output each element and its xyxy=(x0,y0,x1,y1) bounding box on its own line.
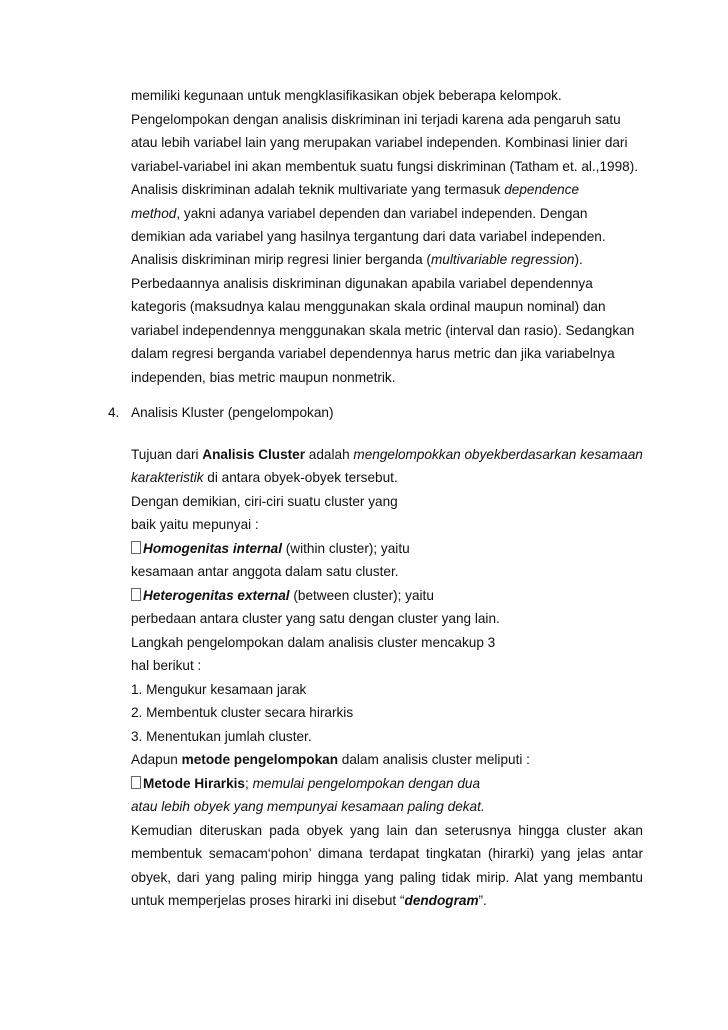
list-item: 3. Menentukan jumlah cluster. xyxy=(131,729,312,744)
text-line: Analisis diskriminan adalah teknik multivariate yang termasuk dependence xyxy=(131,182,580,197)
bullet-line: Heterogenitas external (between cluster); yaitu xyxy=(131,587,643,605)
text-line: membentuk semacam‘pohon’ dimana terdapat tingkatan (hirarki) yang jelas antar xyxy=(131,846,643,861)
bullet-line: Homogenitas internal (within cluster); yaitu xyxy=(131,540,643,558)
bullet-line: Metode Hirarkis; memulai pengelompokan dengan dua xyxy=(131,775,643,793)
text-line: Langkah pengelompokan dalam analisis cluster mencakup 3 xyxy=(131,635,496,650)
text-line: Tujuan dari Analisis Cluster adalah mengelompokkan obyekberdasarkan kesamaan xyxy=(131,447,643,462)
text-line: perbedaan antara cluster yang satu dengan cluster yang lain. xyxy=(131,611,500,626)
text-line: untuk memperjelas proses hirarki ini disebut “dendogram”. xyxy=(131,893,487,908)
text-line: memiliki kegunaan untuk mengklasifikasikan objek beberapa kelompok. xyxy=(131,88,562,103)
text-line: Adapun metode pengelompokan dalam analisis cluster meliputi : xyxy=(131,752,530,767)
text-line: karakteristik di antara obyek-obyek tersebut. xyxy=(131,470,398,485)
text-line: Pengelompokan dengan analisis diskriminan ini terjadi karena ada pengaruh satu xyxy=(131,112,621,127)
text-line: Dengan demikian, ciri-ciri suatu cluster yang xyxy=(131,494,398,509)
text-line: variabel independennya menggunakan skala metric (interval dan rasio). Sedangkan xyxy=(131,323,635,338)
text-line: kategoris (maksudnya kalau menggunakan skala ordinal maupun nominal) dan xyxy=(131,299,606,314)
list-item: 1. Mengukur kesamaan jarak xyxy=(131,682,307,697)
text-line: variabel-variabel ini akan membentuk suatu fungsi diskriminan (Tatham et. al.,1998). xyxy=(131,159,638,174)
text-line: atau lebih variabel lain yang merupakan variabel independen. Kombinasi linier dari xyxy=(131,135,628,150)
bullet-box-icon xyxy=(131,776,141,789)
section-heading: Analisis Kluster (pengelompokan) xyxy=(131,405,334,420)
text-line: Analisis diskriminan mirip regresi linier berganda (multivariable regression). xyxy=(131,252,583,267)
bullet-box-icon xyxy=(131,541,141,554)
text-line: obyek, dari yang paling mirip hingga yang paling tidak mirip. Alat yang membantu xyxy=(131,870,643,885)
text-line: dalam regresi berganda variabel dependennya harus metric dan jika variabelnya xyxy=(131,346,615,361)
text-line: hal berikut : xyxy=(131,658,202,673)
text-line: Perbedaannya analisis diskriminan digunakan apabila variabel dependennya xyxy=(131,276,593,291)
text-line: baik yaitu mepunyai : xyxy=(131,517,259,532)
text-line: independen, bias metric maupun nonmetrik. xyxy=(131,370,396,385)
text-line: Kemudian diteruskan pada obyek yang lain dan seterusnya hingga cluster akan xyxy=(131,823,643,838)
list-item: 2. Membentuk cluster secara hirarkis xyxy=(131,705,354,720)
text-line: atau lebih obyek yang mempunyai kesamaan paling dekat. xyxy=(131,799,485,814)
text-line: method, yakni adanya variabel dependen dan variabel independen. Dengan xyxy=(131,206,588,221)
bullet-box-icon xyxy=(131,588,141,601)
section-number: 4. xyxy=(108,405,120,420)
text-line: demikian ada variabel yang hasilnya tergantung dari data variabel independen. xyxy=(131,229,606,244)
text-line: kesamaan antar anggota dalam satu cluster. xyxy=(131,564,399,579)
